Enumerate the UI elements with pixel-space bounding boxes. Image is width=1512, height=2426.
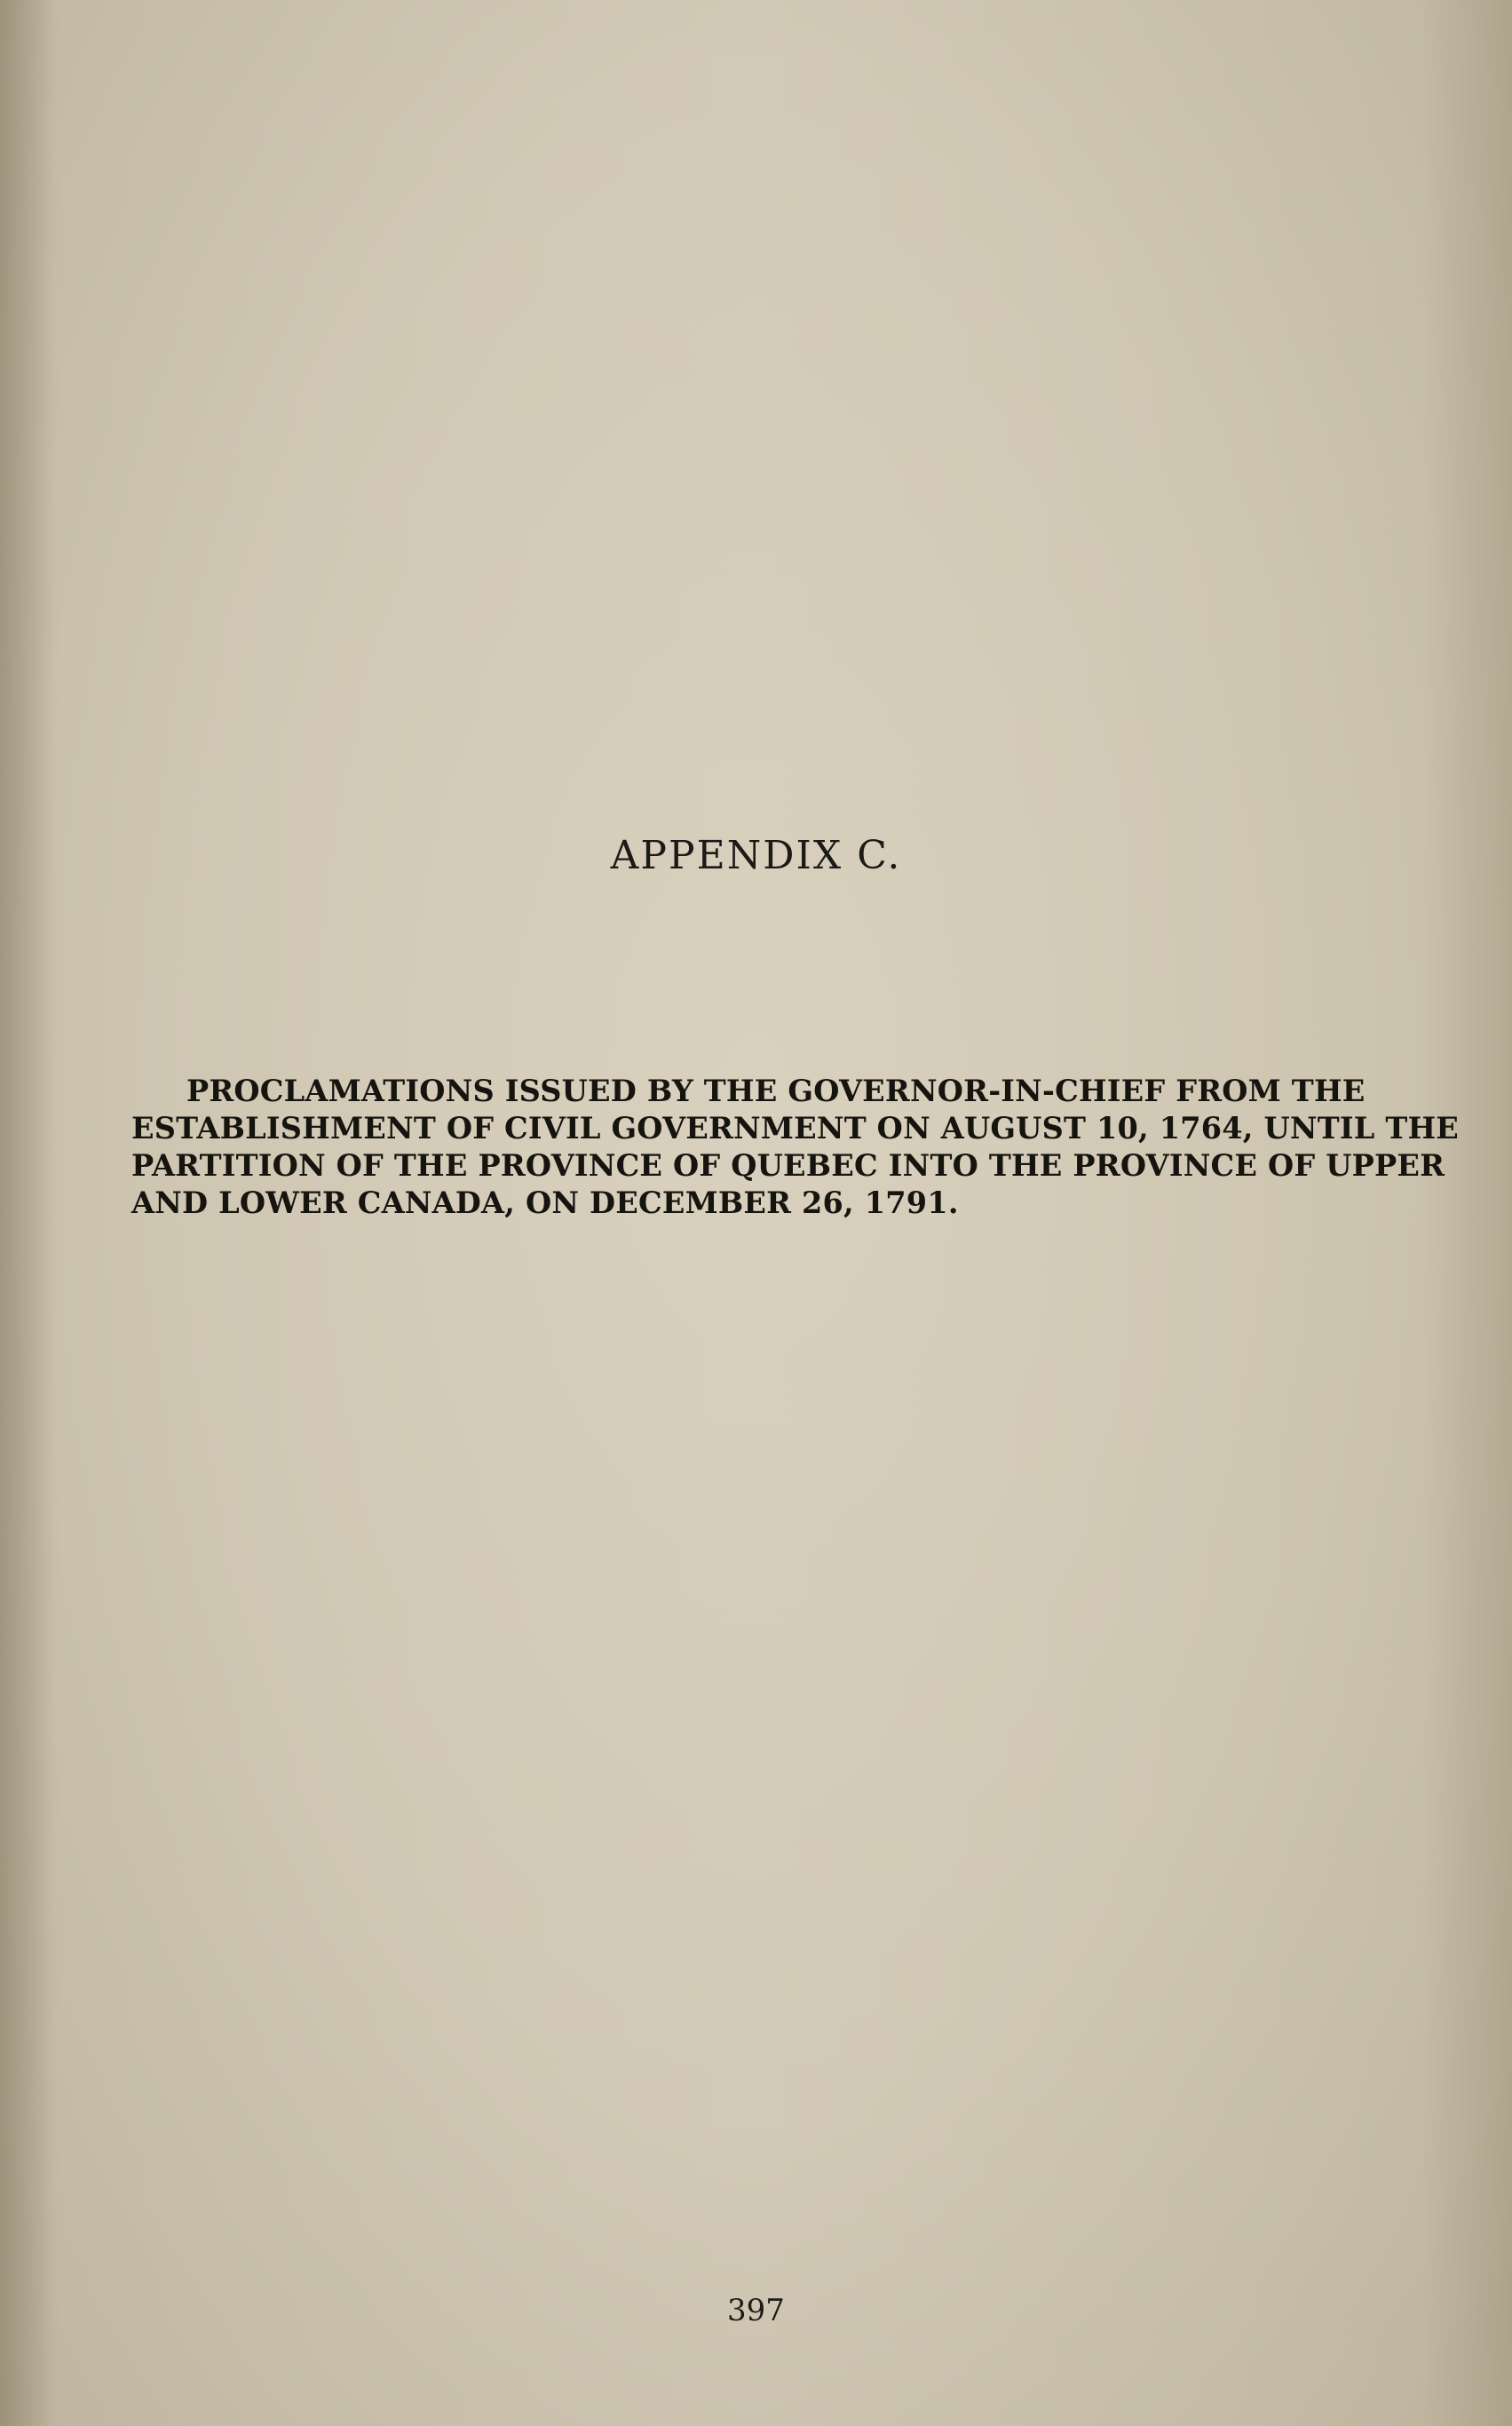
title-line: PROCLAMATIONS ISSUED BY THE GOVERNOR-IN-CHIEF FROM THE [186, 1074, 1366, 1108]
title-line: PARTITION OF THE PROVINCE OF QUEBEC INTO THE PROVINCE OF UPPER [131, 1148, 1445, 1183]
appendix-heading: APPENDIX C. [610, 833, 902, 878]
page-number: 397 [727, 2293, 785, 2328]
page-gutter-shadow [0, 0, 53, 2426]
title-line: ESTABLISHMENT OF CIVIL GOVERNMENT ON AUGUST 10, 1764, UNTIL THE [131, 1111, 1460, 1146]
proclamations-title [131, 1073, 1463, 1222]
title-line: AND LOWER CANADA, ON DECEMBER 26, 1791. [131, 1185, 959, 1220]
